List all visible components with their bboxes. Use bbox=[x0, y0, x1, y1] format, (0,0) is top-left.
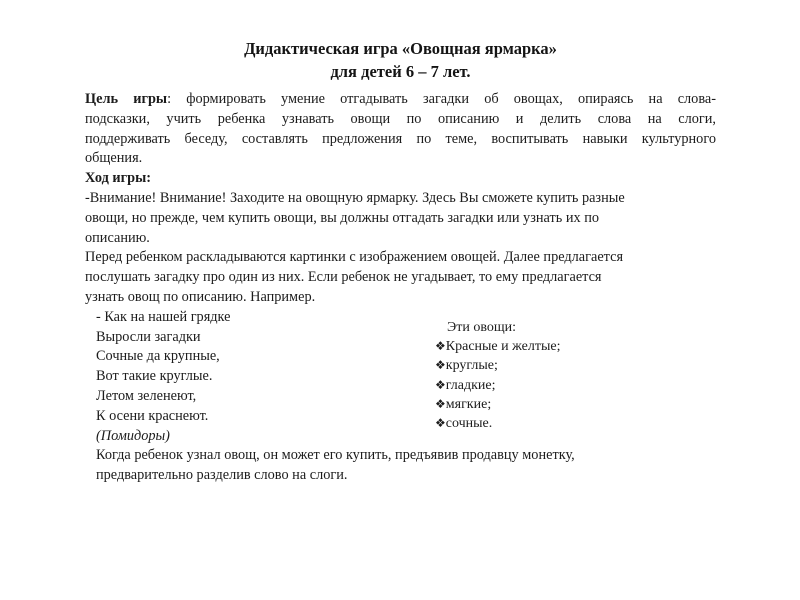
vegetables-item bbox=[435, 356, 560, 375]
vegetables-item bbox=[435, 395, 560, 414]
page-title bbox=[85, 37, 716, 83]
diamond-bullet-icon: ❖ bbox=[435, 377, 446, 392]
setup-paragraph bbox=[85, 248, 716, 307]
riddle-line: Выросли загадки bbox=[96, 328, 201, 345]
goal-label: Цель игры bbox=[85, 91, 168, 107]
vegetables-item-text: мягкие; bbox=[445, 396, 492, 412]
vegetables-list bbox=[435, 318, 560, 434]
announcement-paragraph bbox=[85, 189, 716, 248]
document-page bbox=[85, 37, 716, 486]
vegetables-item bbox=[435, 376, 560, 395]
goal-line: общения. bbox=[85, 150, 143, 167]
riddle-line: Сочные да крупные, bbox=[96, 348, 220, 365]
paragraph-line: Когда ребенок узнал овощ, он может его купить, предъявив продавцу монетку, bbox=[96, 447, 575, 464]
procedure-heading: Ход игры: bbox=[85, 170, 152, 187]
vegetables-item-text: гладкие; bbox=[445, 377, 496, 393]
paragraph-line: послушать загадку про один из них. Если ребенок не угадывает, то ему предлагается bbox=[85, 269, 602, 286]
vegetables-item-text: Красные и желтые; bbox=[445, 339, 561, 355]
riddle-answer: (Помидоры) bbox=[96, 427, 170, 444]
paragraph-line: Перед ребенком раскладываются картинки с изображением овощей. Далее предлагается bbox=[85, 249, 624, 266]
goal-line: поддерживать беседу, составлять предложения по теме, воспитывать навыки культурного bbox=[85, 130, 716, 147]
goal-line: подсказки, учить ребенка узнавать овощи по описанию и делить слова на слоги, bbox=[85, 110, 716, 127]
vegetables-item-text: сочные. bbox=[445, 416, 493, 432]
diamond-bullet-icon: ❖ bbox=[435, 416, 446, 431]
paragraph-line: предварительно разделив слово на слоги. bbox=[96, 467, 348, 484]
goal-paragraph bbox=[85, 90, 716, 169]
riddle-line: - Как на нашей грядке bbox=[96, 308, 231, 325]
title-line-2: для детей 6 – 7 лет. bbox=[330, 62, 471, 81]
vegetables-item bbox=[435, 337, 560, 356]
riddle-line: Вот такие круглые. bbox=[96, 368, 213, 385]
diamond-bullet-icon: ❖ bbox=[435, 358, 446, 373]
goal-line bbox=[85, 90, 716, 110]
paragraph-line: узнать овощ по описанию. Например. bbox=[85, 288, 316, 305]
riddle-lines bbox=[96, 308, 716, 427]
vegetables-heading: Эти овощи: bbox=[447, 319, 517, 335]
vegetables-item bbox=[435, 414, 560, 433]
paragraph-line: -Внимание! Внимание! Заходите на овощную ярмарку. Здесь Вы сможете купить разные bbox=[85, 189, 625, 206]
example-section bbox=[85, 308, 716, 447]
vegetables-item-text: круглые; bbox=[445, 358, 498, 374]
riddle-line: К осени краснеют. bbox=[96, 407, 209, 424]
closing-paragraph bbox=[96, 446, 716, 486]
paragraph-line: овощи, но прежде, чем купить овощи, вы должны отгадать загадки или узнать их по bbox=[85, 209, 599, 226]
paragraph-line: описанию. bbox=[85, 229, 150, 246]
riddle-poem bbox=[96, 308, 716, 447]
diamond-bullet-icon: ❖ bbox=[435, 339, 446, 354]
riddle-line: Летом зеленеют, bbox=[96, 387, 197, 404]
goal-text: : формировать умение отгадывать загадки об овощах, опираясь на слова- bbox=[167, 91, 716, 107]
diamond-bullet-icon: ❖ bbox=[435, 396, 446, 411]
title-line-1: Дидактическая игра «Овощная ярмарка» bbox=[244, 39, 557, 58]
vegetables-items bbox=[435, 337, 560, 433]
